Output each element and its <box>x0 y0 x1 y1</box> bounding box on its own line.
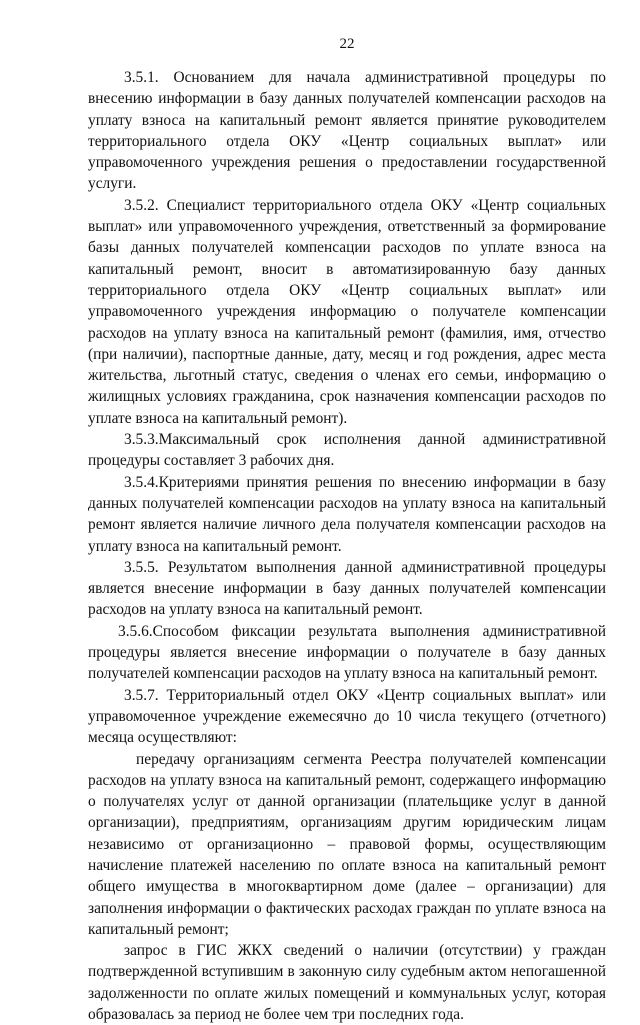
paragraph-3-5-5: 3.5.5. Результатом выполнения данной административной процедуры является внесение информации в базу данных получателей компенсации расходов на уплату взноса на капитальный ремонт. <box>88 558 606 619</box>
paragraph-3-5-3: 3.5.3.Максимальный срок исполнения данной административной процедуры составляет 3 рабочих дня. <box>88 431 606 470</box>
paragraph-transfer-registry: передачу организациям сегмента Реестра получателей компенсации расходов на уплату взноса на капитальный ремонт, содержащего информацию о получателях услуг от данной организации (плательщике услуг в данной организации), предприятиям, организациям другим юридическим лицам независимо от организационно – правовой формы, осуществляющим начисление платежей населению по оплате взноса на капитальный ремонт общего имущества в многоквартирном доме (далее – организации) для заполнения информации о фактических расходах граждан по уплате взноса на капитальный ремонт; <box>88 750 606 938</box>
paragraph-3-5-2: 3.5.2. Специалист территориального отдела ОКУ «Центр социальных выплат» или управомоченного учреждения, ответственный за формирование базы данных получателей компенсации расходов по уплате взноса на капитальный ремонт, вносит в автоматизированную базу данных территориального отдела ОКУ «Центр социальных выплат» или управомоченного учреждения информацию о получателе компенсации расходов на уплату взноса на капитальный ремонт (фамилия, имя, отчество (при наличии), паспортные данные, дату, месяц и год рождения, адрес места жительства, льготный статус, сведения о членах его семьи, информацию о жилищных условиях гражданина, срок назначения компенсации расходов по уплате взноса на капитальный ремонт). <box>88 196 606 427</box>
page-number: 22 <box>339 36 355 52</box>
paragraph-gis-request: запрос в ГИС ЖКХ сведений о наличии (отсутствии) у граждан подтвержденной вступившим в законную силу судебным актом непогашенной задолженности по оплате жилых помещений и коммунальных услуг, которая образовалась за период не более чем три последних года. <box>88 942 606 1024</box>
paragraph-3-5-7: 3.5.7. Территориальный отдел ОКУ «Центр социальных выплат» или управомоченное учреждение ежемесячно до 10 числа текущего (отчетного) месяца осуществляют: <box>88 686 606 747</box>
paragraph-3-5-1: 3.5.1. Основанием для начала административной процедуры по внесению информации в базу данных получателей компенсации расходов на уплату взноса на капитальный ремонт является принятие руководителем территориального отдела ОКУ «Центр социальных выплат» или управомоченного учреждения решения о предоставлении государственной услуги. <box>88 69 606 193</box>
paragraph-3-5-4: 3.5.4.Критериями принятия решения по внесению информации в базу данных получателей компенсации расходов на уплату взноса на капитальный ремонт является наличие личного дела получателя компенсации расходов на уплату взноса на капитальный ремонт. <box>88 473 606 555</box>
paragraph-3-5-6: 3.5.6.Способом фиксации результата выполнения административной процедуры является внесение информации о получателе в базу данных получателей компенсации расходов на уплату взноса на капитальный ремонт. <box>88 622 606 683</box>
